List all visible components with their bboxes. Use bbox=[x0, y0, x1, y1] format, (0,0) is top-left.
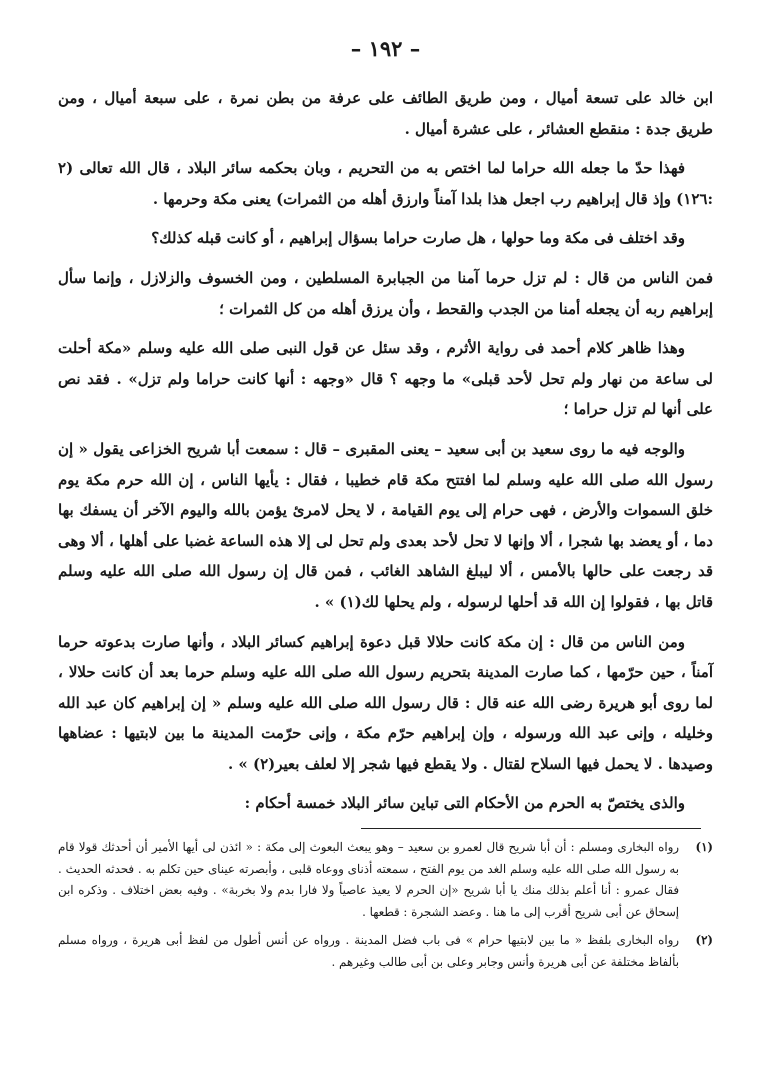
footnote-2 bbox=[58, 930, 713, 973]
paragraph-5: وهذا ظاهر كلام أحمد فى رواية الأثرم ، وقد سئل عن قول النبى صلى الله عليه وسلم «مكة أحلت لى ساعة من نهار ولم تحل لأحد قبلى» ما وجهه ؟ قال «وجهه : أنها كانت حراما ولم تزل» . فقد نص على أنها لم تزل حراما ؛ bbox=[58, 339, 713, 419]
footnote-text: رواه البخارى بلفظ « ما بين لابتيها حرام » فى باب فضل المدينة . ورواه عن أنس أطول من لفظ أبى هريرة ، ورواه مسلم بألفاظ مختلفة عن أبى هريرة وأنس وجابر وعلى بن أبى طالب وغيرهم . bbox=[58, 933, 679, 969]
paragraph-6: والوجه فيه ما روى سعيد بن أبى سعيد – يعنى المقبرى – قال : سمعت أبا شريح الخزاعى يقول « إن رسول الله صلى الله عليه وسلم لما افتتح مكة قام خطيبا ، فقال : يأيها الناس ، إن الله حرم مكة يوم خلق السموات والأرض ، فهى حرام إلى يوم القيامة ، لا يحل لامرئ يؤمن بالله واليوم الآخر أن يسفك بها دما ، أو يعضد بها شجرا ، ألا وإنها لا تحل لأحد بعدى ولم تحل لى إلا هذه الساعة غضبا على أهلها ، ألا وهى قد رجعت على حالها بالأمس ، ألا ليبلغ الشاهد الغائب ، فمن قال إن رسول الله صلى الله عليه وسلم قاتل بها ، فقولوا إن الله قد أحلها لرسوله ، ولم يحلها لك(١) » . bbox=[58, 439, 713, 611]
footnote-marker: (١) bbox=[695, 840, 713, 855]
paragraph-3: وقد اختلف فى مكة وما حولها ، هل صارت حراما بسؤال إبراهيم ، أو كانت قبله كذلك؟ bbox=[151, 229, 685, 248]
page-number: – ١٩٢ – bbox=[350, 36, 421, 61]
paragraph-7: ومن الناس من قال : إن مكة كانت حلالا قبل دعوة إبراهيم كسائر البلاد ، وأنها صارت بدعوته حرما آمناً ، حين حرّمها ، كما صارت المدينة بتحريم رسول الله صلى الله عليه وسلم حرما بعد أن كانت حلالا ، لما روى أبو هريرة رضى الله عنه قال : قال رسول الله صلى الله عليه وسلم « إن إبراهيم كان عبد الله وخليله ، وإنى عبد الله ورسوله ، وإن إبراهيم حرّم مكة ، وإنى حرّمت المدينة ما بين لابتيها : عضاهها وصيدها . لا يحمل فيها السلاح لقتال . ولا يقطع فيها شجر إلا لعلف بعير(٢) » . bbox=[58, 632, 714, 773]
paragraph-8: والذى يختصّ به الحرم من الأحكام التى تباين سائر البلاد خمسة أحكام : bbox=[244, 794, 685, 813]
paragraph-1: ابن خالد على تسعة أميال ، ومن طريق الطائف على عرفة من بطن نمرة ، على سبعة أميال ، ومن طريق جدة : منقطع العشائر ، على عشرة أميال . bbox=[58, 89, 713, 138]
paragraph-2: فهذا حدّ ما جعله الله حراما لما اختص به من التحريم ، وبان بحكمه سائر البلاد ، قال الله تعالى (٢ :١٢٦) وإذ قال إبراهيم رب اجعل هذا بلدا آمناً وارزق أهله من الثمرات) يعنى مكة وحرمها . bbox=[58, 159, 713, 208]
footnote-text: رواه البخارى ومسلم : أن أبا شريح قال لعمرو بن سعيد – وهو يبعث البعوث إلى مكة : « ائذن لى أيها الأمير أن أحدثك قولا قام به رسول الله صلى الله عليه وسلم الغد من يوم الفتح ، سمعته أذناى ووعاه قلبى ، وأبصرته عيناى حين تكلم به . فحدثه الحديث . فقال عمرو : أنا أعلم بذلك منك يا أبا شريح «إن الحرم لا يعيذ عاصياً ولا فارا بدم ولا بخربة» . وفيه بعض اختلاف . وذكره ابن إسحاق عن أبى شريح أقرب إلى ما هنا . وعضد الشجرة : قطعها . bbox=[58, 840, 679, 919]
paragraph-4: فمن الناس من قال : لم تزل حرما آمنا من الجبابرة المسلطين ، ومن الخسوف والزلازل ، وإنما سأل إبراهيم ربه أن يجعله أمنا من الجدب والقحط ، وأن يرزق أهله من كل الثمرات ؛ bbox=[58, 268, 713, 318]
footnote-1 bbox=[58, 837, 713, 923]
footnotes bbox=[58, 837, 713, 973]
footnote-marker: (٢) bbox=[695, 933, 713, 948]
footnote-separator bbox=[361, 828, 701, 829]
main-text bbox=[58, 83, 713, 819]
